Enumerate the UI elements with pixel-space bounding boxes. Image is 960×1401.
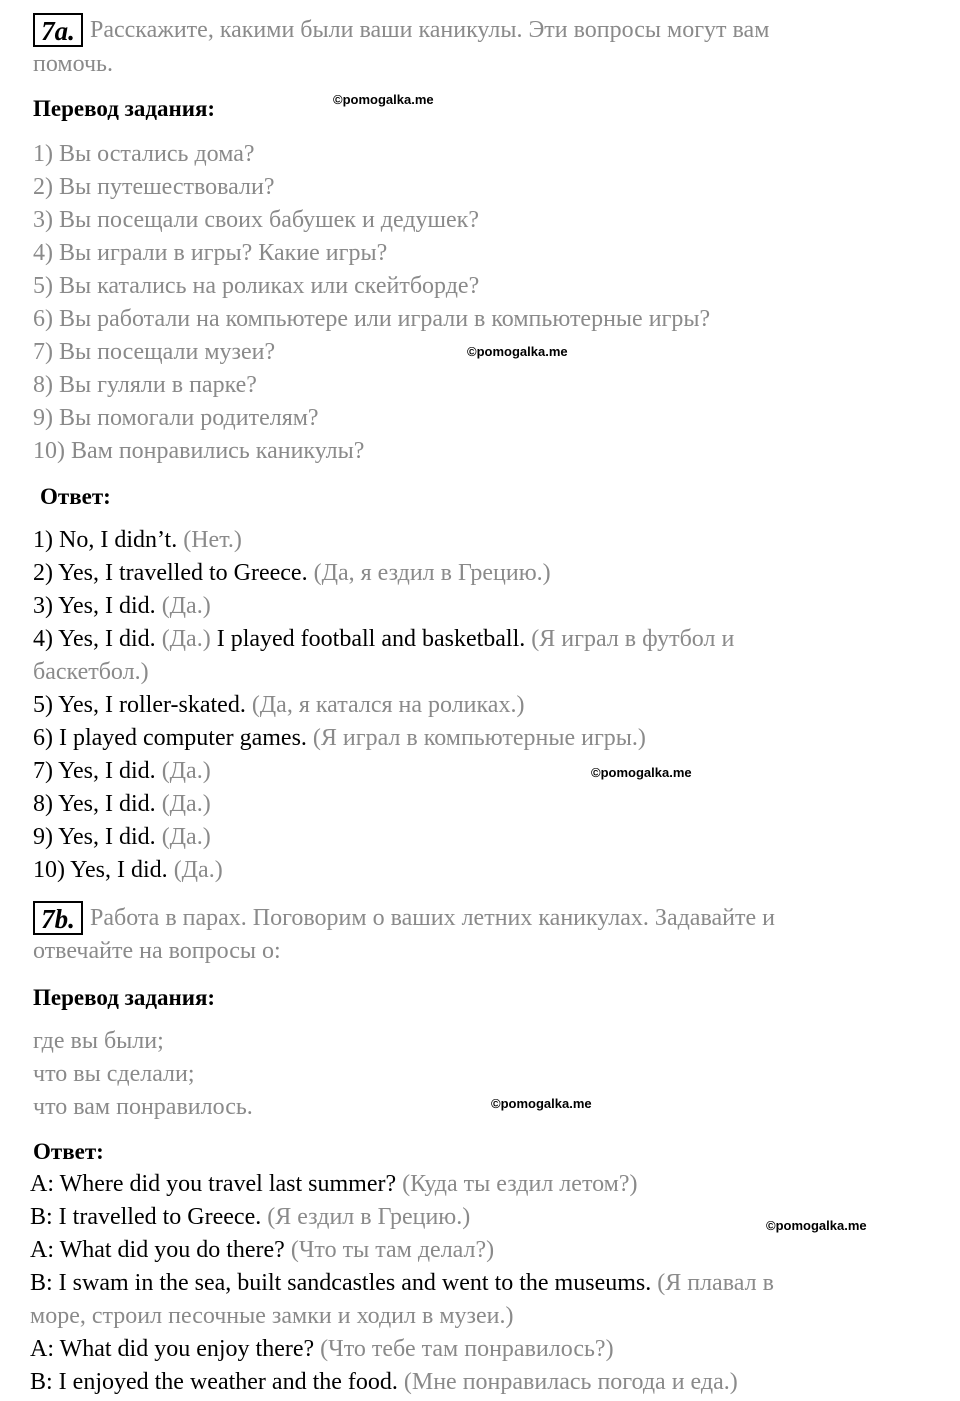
exercise-instruction: Работа в парах. Поговорим о ваших летних каникулах. Задавайте и bbox=[90, 905, 775, 931]
dialogue-english: B: I swam in the sea, built sandcastles and went to the museums. bbox=[30, 1270, 652, 1296]
watermark: ©pomogalka.me bbox=[766, 1218, 867, 1233]
answer-heading: Ответ: bbox=[40, 484, 111, 509]
question-item: 9) Вы помогали родителям? bbox=[33, 405, 319, 431]
question-item: 7) Вы посещали музеи? bbox=[33, 339, 276, 365]
question-item: 4) Вы играли в игры? Какие игры? bbox=[33, 240, 388, 266]
answer-english: 6) I played computer games. bbox=[33, 725, 307, 751]
dialogue-english: A: What did you enjoy there? bbox=[30, 1336, 315, 1362]
answer-russian: (Нет.) bbox=[183, 527, 242, 553]
answer-english: 4) Yes, I did. bbox=[33, 626, 156, 652]
dialogue-line bbox=[30, 1234, 494, 1267]
answer-english: 7) Yes, I did. bbox=[33, 758, 156, 784]
answer-russian: (Я играл в футбол и bbox=[531, 626, 735, 652]
watermark: ©pomogalka.me bbox=[467, 344, 568, 359]
answer-item bbox=[33, 590, 211, 623]
answer-english: 3) Yes, I did. bbox=[33, 593, 156, 619]
answer-item bbox=[33, 557, 551, 590]
exercise-number-badge: 7b. bbox=[33, 901, 83, 935]
answer-item bbox=[33, 788, 211, 821]
watermark: ©pomogalka.me bbox=[491, 1096, 592, 1111]
dialogue-english: B: I travelled to Greece. bbox=[30, 1204, 262, 1230]
translation-heading: Перевод задания: bbox=[33, 96, 216, 121]
question-item: 10) Вам понравились каникулы? bbox=[33, 438, 365, 464]
question-item: 1) Вы остались дома? bbox=[33, 141, 255, 167]
answer-heading: Ответ: bbox=[33, 1139, 104, 1164]
question-item: 3) Вы посещали своих бабушек и дедушек? bbox=[33, 207, 479, 233]
watermark: ©pomogalka.me bbox=[333, 92, 434, 107]
answer-item bbox=[33, 854, 223, 887]
answer-russian: (Да.) bbox=[173, 857, 223, 883]
exercise-instruction-cont: отвечайте на вопросы о: bbox=[33, 938, 281, 964]
dialogue-english: B: I enjoyed the weather and the food. bbox=[30, 1369, 398, 1395]
dialogue-russian: (Мне понравилась погода и еда.) bbox=[403, 1369, 738, 1395]
answer-item bbox=[33, 524, 242, 557]
task-item: что вам понравилось. bbox=[33, 1094, 253, 1120]
answer-english: 10) Yes, I did. bbox=[33, 857, 168, 883]
answer-russian: (Да.) bbox=[161, 758, 211, 784]
answer-english: I played football and basketball. bbox=[216, 626, 526, 652]
dialogue-russian: (Что тебе там понравилось?) bbox=[320, 1336, 614, 1362]
dialogue-russian: (Куда ты ездил летом?) bbox=[402, 1171, 638, 1197]
answer-english: 9) Yes, I did. bbox=[33, 824, 156, 850]
dialogue-line bbox=[30, 1168, 637, 1201]
dialogue-line bbox=[30, 1201, 470, 1234]
answer-russian: (Да.) bbox=[161, 626, 211, 652]
dialogue-line bbox=[30, 1366, 738, 1399]
dialogue-english: A: What did you do there? bbox=[30, 1237, 285, 1263]
answer-russian: (Да.) bbox=[161, 824, 211, 850]
answer-russian: (Да.) bbox=[161, 593, 211, 619]
answer-russian: (Я играл в компьютерные игры.) bbox=[312, 725, 646, 751]
dialogue-english: A: Where did you travel last summer? bbox=[30, 1171, 397, 1197]
exercise-instruction-cont: помочь. bbox=[33, 51, 113, 77]
question-item: 2) Вы путешествовали? bbox=[33, 174, 275, 200]
dialogue-russian-cont: море, строил песочные замки и ходил в музеи.) bbox=[30, 1303, 514, 1329]
question-item: 6) Вы работали на компьютере или играли в компьютерные игры? bbox=[33, 306, 711, 332]
answer-english: 1) No, I didn’t. bbox=[33, 527, 178, 553]
answer-item bbox=[33, 755, 211, 788]
answer-english: 2) Yes, I travelled to Greece. bbox=[33, 560, 308, 586]
answer-russian: (Да.) bbox=[161, 791, 211, 817]
answer-item bbox=[33, 821, 211, 854]
task-item: где вы были; bbox=[33, 1028, 164, 1054]
exercise-instruction: Расскажите, какими были ваши каникулы. Эти вопросы могут вам bbox=[90, 17, 770, 43]
answer-english: 8) Yes, I did. bbox=[33, 791, 156, 817]
answer-item bbox=[33, 689, 524, 722]
dialogue-russian: (Я ездил в Грецию.) bbox=[267, 1204, 471, 1230]
translation-heading: Перевод задания: bbox=[33, 985, 216, 1010]
dialogue-russian: (Я плавал в bbox=[657, 1270, 774, 1296]
answer-russian: (Да, я ездил в Грецию.) bbox=[313, 560, 551, 586]
dialogue-line bbox=[30, 1333, 614, 1366]
exercise-number-badge: 7a. bbox=[33, 13, 83, 47]
dialogue-line bbox=[30, 1267, 774, 1300]
dialogue-russian: (Что ты там делал?) bbox=[290, 1237, 495, 1263]
task-item: что вы сделали; bbox=[33, 1061, 195, 1087]
watermark: ©pomogalka.me bbox=[591, 765, 692, 780]
question-item: 8) Вы гуляли в парке? bbox=[33, 372, 257, 398]
answer-item bbox=[33, 623, 734, 656]
answer-english: 5) Yes, I roller-skated. bbox=[33, 692, 246, 718]
question-item: 5) Вы катались на роликах или скейтборде? bbox=[33, 273, 480, 299]
answer-russian: (Да, я катался на роликах.) bbox=[251, 692, 525, 718]
answer-item bbox=[33, 722, 646, 755]
answer-russian-cont: баскетбол.) bbox=[33, 659, 149, 685]
